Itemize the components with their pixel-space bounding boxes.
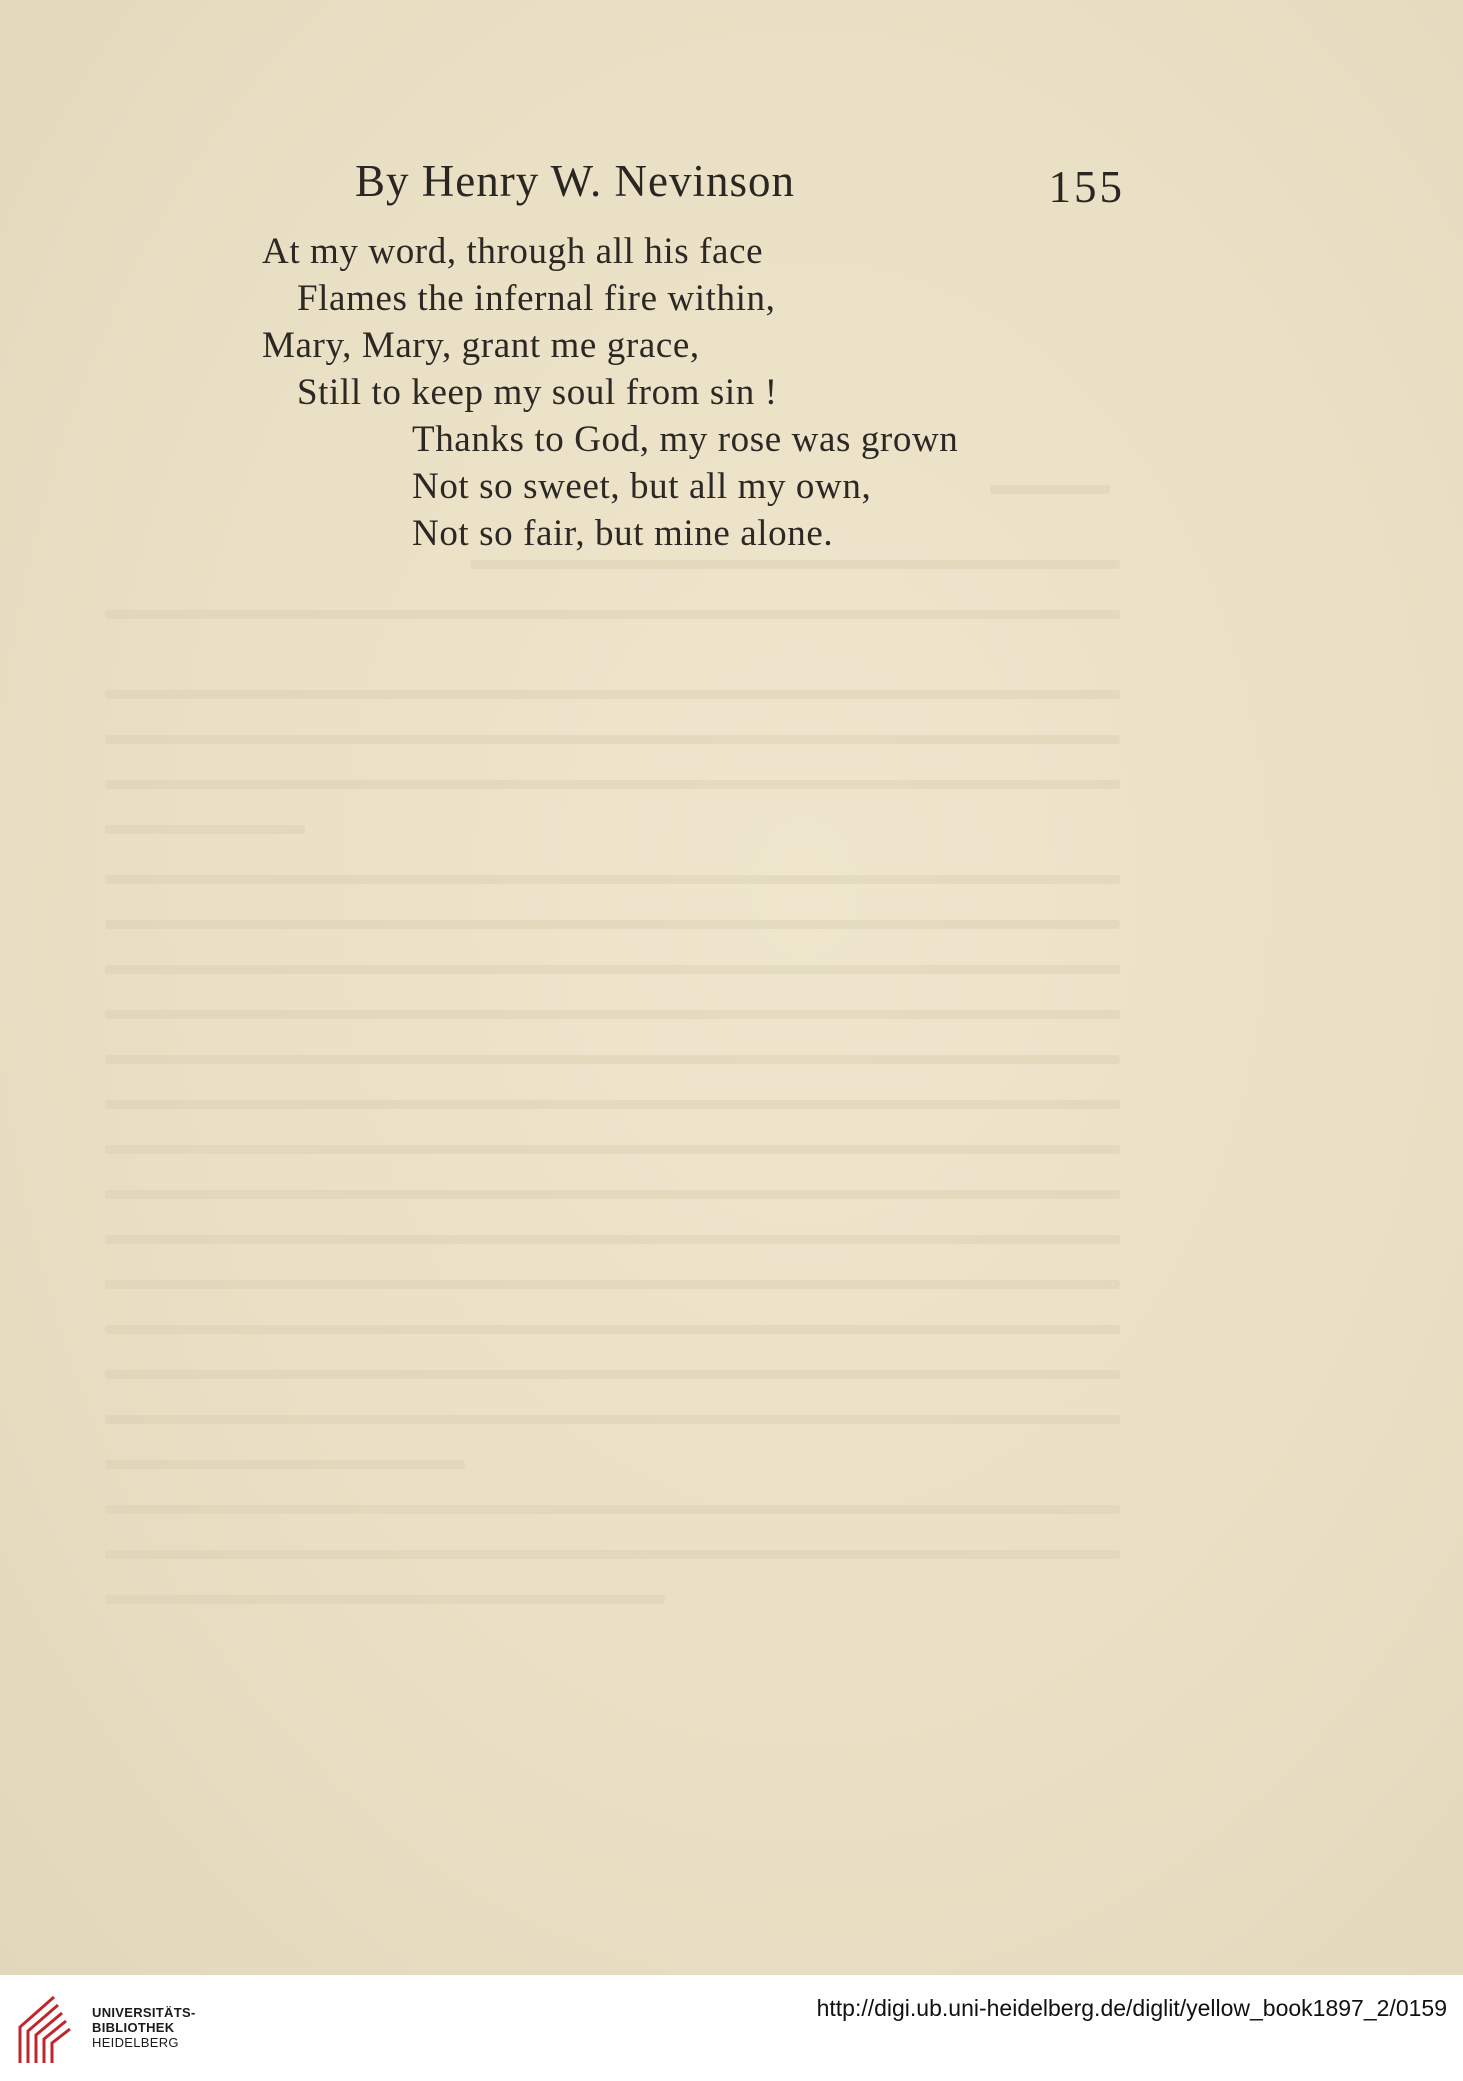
- poem-line: Mary, Mary, grant me grace,: [262, 325, 700, 366]
- poem-line: Flames the infernal fire within,: [297, 278, 776, 319]
- library-name-line2: BIBLIOTHEK: [92, 2020, 175, 2035]
- digitization-footer: [0, 1975, 1463, 2081]
- poem-line: Not so fair, but mine alone.: [412, 513, 834, 554]
- poem-line: At my word, through all his face: [262, 231, 764, 272]
- library-name-line1: UNIVERSITÄTS-: [92, 2005, 196, 2020]
- library-logo-icon: [14, 1989, 84, 2067]
- poem-line: Thanks to God, my rose was grown: [412, 419, 959, 460]
- poem-line: Not so sweet, but all my own,: [412, 466, 872, 507]
- library-name: [92, 2005, 196, 2050]
- library-name-line3: HEIDELBERG: [92, 2035, 179, 2050]
- source-url-link[interactable]: http://digi.ub.uni-heidelberg.de/diglit/yellow_book1897_2/0159: [816, 1995, 1447, 2021]
- page-number: 155: [1048, 162, 1125, 212]
- running-head: [355, 155, 1125, 215]
- poem-line: Still to keep my soul from sin !: [297, 372, 778, 413]
- running-title: By Henry W. Nevinson: [355, 156, 795, 206]
